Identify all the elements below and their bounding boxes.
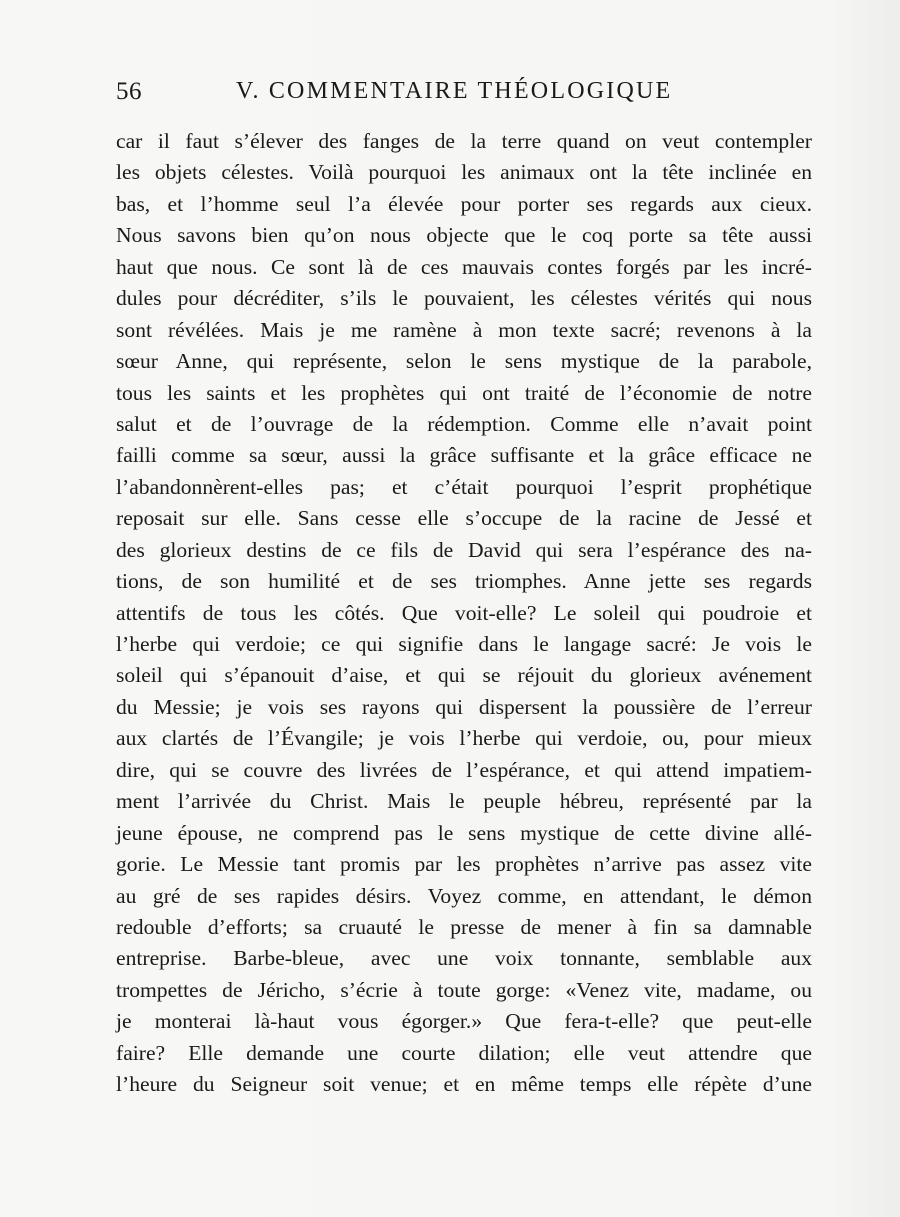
running-title: V. COMMENTAIRE THÉOLOGIQUE: [236, 78, 673, 104]
text-line: du Messie; je vois ses rayons qui dispersent la poussière de l’erreur: [116, 694, 812, 719]
text-line: redouble d’efforts; sa cruauté le presse de mener à fin sa damnable: [116, 914, 812, 939]
text-line: je monterai là-haut vous égorger.» Que fera-t-elle? que peut-elle: [116, 1009, 812, 1034]
text-line: au gré de ses rapides désirs. Voyez comme, en attendant, le démon: [116, 883, 812, 908]
text-line: haut que nous. Ce sont là de ces mauvais contes forgés par les incré-: [116, 254, 812, 279]
text-line: des glorieux destins de ce fils de David qui sera l’espérance des na-: [116, 537, 812, 562]
text-line: faire? Elle demande une courte dilation; elle veut attendre que: [116, 1040, 812, 1065]
text-line: aux clartés de l’Évangile; je vois l’herbe qui verdoie, ou, pour mieux: [116, 726, 812, 751]
text-line: dire, qui se couvre des livrées de l’espérance, et qui attend impatiem-: [116, 757, 812, 782]
text-line: car il faut s’élever des fanges de la terre quand on veut contempler: [116, 129, 812, 153]
text-line: salut et de l’ouvrage de la rédemption. Comme elle n’avait point: [116, 411, 812, 436]
text-line: sont révélées. Mais je me ramène à mon texte sacré; revenons à la: [116, 317, 812, 342]
body-text: [116, 126, 812, 1101]
page-header: [116, 78, 816, 114]
text-line: tous les saints et les prophètes qui ont traité de l’économie de notre: [116, 380, 812, 405]
text-line: l’herbe qui verdoie; ce qui signifie dans le langage sacré: Je vois le: [116, 632, 812, 656]
page-number: 56: [116, 78, 142, 105]
text-line: dules pour décréditer, s’ils le pouvaient, les célestes vérités qui nous: [116, 286, 812, 311]
text-line: entreprise. Barbe-bleue, avec une voix tonnante, semblable aux: [116, 946, 812, 971]
text-line: failli comme sa sœur, aussi la grâce suffisante et la grâce efficace ne: [116, 443, 812, 468]
text-line: attentifs de tous les côtés. Que voit-elle? Le soleil qui poudroie et: [116, 600, 812, 625]
text-line: ment l’arrivée du Christ. Mais le peuple hébreu, représenté par la: [116, 789, 812, 814]
text-line: les objets célestes. Voilà pourquoi les animaux ont la tête inclinée en: [116, 160, 812, 185]
text-line: bas, et l’homme seul l’a élevée pour porter ses regards aux cieux.: [116, 191, 812, 216]
text-line: jeune épouse, ne comprend pas le sens mystique de cette divine allé-: [116, 820, 812, 845]
text-line: reposait sur elle. Sans cesse elle s’occupe de la racine de Jessé et: [116, 506, 812, 531]
text-line: Nous savons bien qu’on nous objecte que le coq porte sa tête aussi: [116, 223, 812, 248]
text-line: sœur Anne, qui représente, selon le sens mystique de la parabole,: [116, 349, 812, 374]
text-line: trompettes de Jéricho, s’écrie à toute gorge: «Venez vite, madame, ou: [116, 977, 812, 1002]
text-line: tions, de son humilité et de ses triomphes. Anne jette ses regards: [116, 569, 812, 594]
text-line: l’heure du Seigneur soit venue; et en même temps elle répète d’une: [116, 1072, 812, 1097]
text-line: l’abandonnèrent-elles pas; et c’était pourquoi l’esprit prophétique: [116, 474, 812, 499]
text-line: gorie. Le Messie tant promis par les prophètes n’arrive pas assez vite: [116, 852, 812, 877]
text-line: soleil qui s’épanouit d’aise, et qui se réjouit du glorieux avénement: [116, 663, 812, 688]
